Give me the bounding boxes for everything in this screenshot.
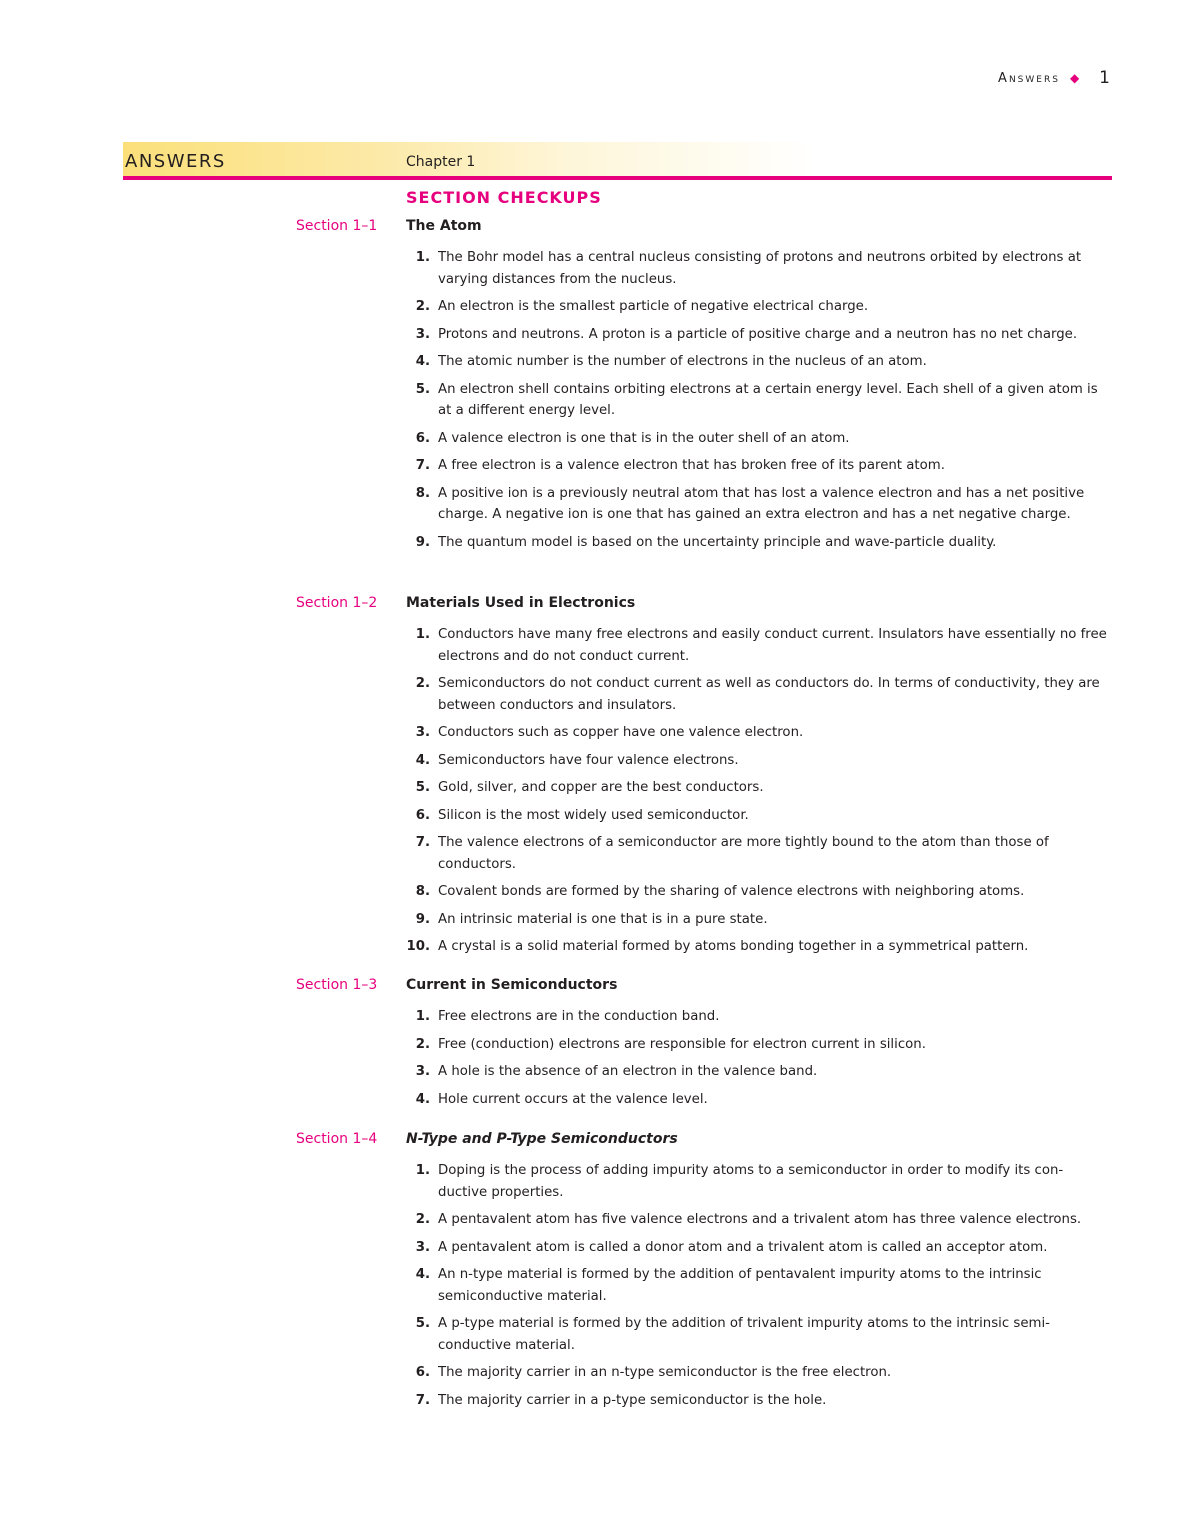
item-text: Doping is the process of adding impurity atoms to a semiconductor in order to modify its con-ductive properties. <box>438 1163 1064 1200</box>
item-text: Covalent bonds are formed by the sharing of valence electrons with neighboring atoms. <box>438 884 1025 899</box>
section-label: Section 1–1 <box>296 218 378 234</box>
item-number: 4. <box>415 1091 430 1107</box>
list-item <box>406 455 1111 477</box>
answer-list <box>406 1006 1111 1116</box>
item-text: Conductors such as copper have one valence electron. <box>438 725 804 740</box>
item-text: The majority carrier in an n-type semiconductor is the free electron. <box>438 1365 892 1380</box>
item-text: A hole is the absence of an electron in the valence band. <box>438 1064 818 1079</box>
list-item <box>406 296 1111 318</box>
list-item <box>406 247 1111 290</box>
list-item <box>406 909 1111 931</box>
item-number: 4. <box>415 752 430 768</box>
running-title: Answers <box>998 70 1060 86</box>
item-number: 2. <box>415 299 430 314</box>
list-item <box>406 673 1111 716</box>
item-text: The majority carrier in a p-type semiconductor is the hole. <box>438 1392 827 1408</box>
item-text: An electron is the smallest particle of negative electrical charge. <box>438 299 869 314</box>
section-label: Section 1–2 <box>296 595 378 611</box>
answer-list <box>406 247 1111 559</box>
item-text: The atomic number is the number of electrons in the nucleus of an atom. <box>438 354 927 369</box>
answer-list <box>406 624 1111 964</box>
item-number: 6. <box>415 807 430 823</box>
item-text: The Bohr model has a central nucleus consisting of protons and neutrons orbited by electrons at varying distances from the nucleus. <box>438 250 1082 287</box>
item-number: 3. <box>415 1064 430 1079</box>
item-text: An n-type material is formed by the addition of pentavalent impurity atoms to the intrinsic semiconductive material. <box>438 1267 1042 1304</box>
item-number: 9. <box>415 911 430 927</box>
item-text: Free (conduction) electrons are responsible for electron current in silicon. <box>438 1036 926 1052</box>
item-number: 3. <box>415 1239 430 1255</box>
item-number: 3. <box>415 725 430 740</box>
section-label: Section 1–3 <box>296 977 378 993</box>
item-number: 10. <box>406 939 430 954</box>
list-item <box>406 1362 1111 1384</box>
list-item <box>406 1237 1111 1259</box>
item-text: A pentavalent atom has five valence electrons and a trivalent atom has three valence electrons. <box>438 1212 1082 1227</box>
item-text: A positive ion is a previously neutral atom that has lost a valence electron and has a net positive charge. A negative ion is one that has gained an extra electron and has a net negative charge. <box>438 485 1085 522</box>
item-number: 5. <box>415 780 430 795</box>
item-text: A crystal is a solid material formed by atoms bonding together in a symmetrical pattern. <box>438 939 1029 954</box>
item-text: A valence electron is one that is in the outer shell of an atom. <box>438 430 850 446</box>
list-item <box>406 379 1111 422</box>
section-title: Current in Semiconductors <box>406 977 618 993</box>
item-number: 5. <box>415 1316 430 1331</box>
item-text: Hole current occurs at the valence level. <box>438 1091 708 1107</box>
item-number: 2. <box>415 1212 430 1227</box>
list-item <box>406 624 1111 667</box>
item-text: The valence electrons of a semiconductor are more tightly bound to the atom than those of conductors. <box>438 835 1049 872</box>
list-item <box>406 1390 1111 1412</box>
item-number: 7. <box>415 458 430 473</box>
list-item <box>406 777 1111 799</box>
list-item <box>406 324 1111 346</box>
diamond-icon: ◆ <box>1069 71 1082 85</box>
list-item <box>406 1089 1111 1111</box>
item-text: An intrinsic material is one that is in a pure state. <box>438 911 768 927</box>
item-number: 4. <box>415 354 430 369</box>
item-number: 2. <box>415 676 430 691</box>
item-text: An electron shell contains orbiting electrons at a certain energy level. Each shell of a given atom is at a different energy level. <box>438 381 1098 418</box>
list-item <box>406 881 1111 903</box>
item-text: Semiconductors have four valence electrons. <box>438 752 739 768</box>
list-item <box>406 1061 1111 1083</box>
list-item <box>406 1006 1111 1028</box>
item-text: Semiconductors do not conduct current as well as conductors do. In terms of conductivity, they are between conductors and insulators. <box>438 676 1100 713</box>
item-number: 8. <box>415 884 430 899</box>
banner-title: ANSWERS <box>125 151 226 172</box>
chapter-banner <box>123 142 1112 180</box>
list-item <box>406 1209 1111 1231</box>
item-number: 1. <box>415 1009 430 1024</box>
item-text: Conductors have many free electrons and easily conduct current. Insulators have essentially no free electrons and do not conduct current. <box>438 627 1107 664</box>
answer-list <box>406 1160 1111 1417</box>
item-number: 2. <box>415 1036 430 1052</box>
item-text: Gold, silver, and copper are the best conductors. <box>438 780 764 795</box>
item-number: 5. <box>415 381 430 397</box>
list-item <box>406 1034 1111 1056</box>
item-text: A p-type material is formed by the addition of trivalent impurity atoms to the intrinsic semi-conductive material. <box>438 1316 1050 1353</box>
item-text: A free electron is a valence electron that has broken free of its parent atom. <box>438 458 945 473</box>
list-item <box>406 1160 1111 1203</box>
list-item <box>406 1264 1111 1307</box>
list-item <box>406 936 1111 958</box>
item-text: Free electrons are in the conduction band. <box>438 1009 720 1024</box>
section-checkups-heading: SECTION CHECKUPS <box>406 188 602 207</box>
item-text: A pentavalent atom is called a donor atom and a trivalent atom is called an acceptor atom. <box>438 1239 1048 1255</box>
item-text: The quantum model is based on the uncertainty principle and wave-particle duality. <box>438 534 997 550</box>
list-item <box>406 750 1111 772</box>
page-number: 1 <box>1099 68 1110 88</box>
section-title: N-Type and P-Type Semiconductors <box>406 1131 678 1147</box>
item-number: 1. <box>415 1163 430 1178</box>
list-item <box>406 1313 1111 1356</box>
item-number: 7. <box>415 1392 430 1408</box>
list-item <box>406 832 1111 875</box>
item-text: Protons and neutrons. A proton is a particle of positive charge and a neutron has no net charge. <box>438 326 1078 342</box>
item-number: 7. <box>415 835 430 850</box>
list-item <box>406 532 1111 554</box>
item-number: 3. <box>415 326 430 342</box>
section-title: The Atom <box>406 218 482 234</box>
list-item <box>406 805 1111 827</box>
item-text: Silicon is the most widely used semiconductor. <box>438 807 749 823</box>
running-header <box>998 68 1110 88</box>
chapter-label: Chapter 1 <box>406 154 476 170</box>
section-title: Materials Used in Electronics <box>406 595 636 611</box>
item-number: 1. <box>415 627 430 642</box>
item-number: 8. <box>415 485 430 501</box>
item-number: 6. <box>415 1365 430 1380</box>
list-item <box>406 483 1111 526</box>
item-number: 4. <box>415 1267 430 1282</box>
section-label: Section 1–4 <box>296 1131 378 1147</box>
list-item <box>406 428 1111 450</box>
item-number: 1. <box>415 250 430 265</box>
item-number: 9. <box>415 534 430 550</box>
list-item <box>406 722 1111 744</box>
list-item <box>406 351 1111 373</box>
item-number: 6. <box>415 430 430 446</box>
